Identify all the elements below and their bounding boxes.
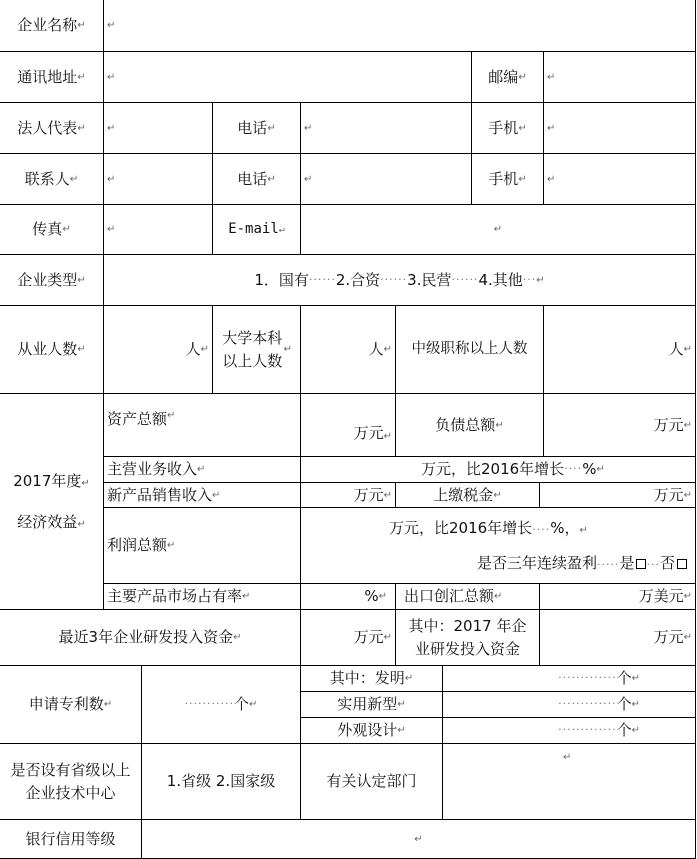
- dot-leader: ···: [646, 558, 660, 571]
- design-label: [300, 717, 443, 744]
- phone-label-text: 电话: [237, 169, 268, 188]
- email-label-text: E-mail: [228, 221, 279, 237]
- benefit-year-text: 2017年度: [13, 472, 82, 490]
- legal-rep-label-text: 法人代表: [17, 118, 78, 137]
- invention-label: [300, 665, 443, 692]
- paragraph-mark: ↵: [518, 71, 527, 83]
- tax-label-text: 上缴税金: [433, 485, 494, 504]
- paragraph-mark: ↵: [167, 410, 176, 421]
- fax-label: [0, 204, 104, 255]
- assets-field[interactable]: [300, 393, 396, 457]
- paragraph-mark: ↵: [200, 344, 209, 355]
- patent-unit: 个: [234, 695, 250, 714]
- yes-checkbox-icon[interactable]: [636, 559, 646, 569]
- company-name-label-text: 企业名称: [17, 16, 78, 35]
- patent-unit: 个: [616, 669, 632, 688]
- paragraph-mark: ↵: [197, 464, 206, 475]
- paragraph-mark: ↵: [631, 699, 640, 710]
- contact-mobile-label: [471, 153, 544, 205]
- bank-credit-label-text: 银行信用等级: [25, 829, 116, 848]
- address-label: [0, 51, 104, 103]
- market-share-field[interactable]: [300, 583, 396, 610]
- paragraph-mark: ↵: [383, 489, 392, 501]
- export-label: [395, 583, 540, 610]
- paragraph-mark: ↵: [107, 20, 116, 31]
- paragraph-mark: ↵: [495, 419, 504, 431]
- no-checkbox-icon[interactable]: [677, 559, 687, 569]
- dot-leader: ·····: [596, 558, 620, 571]
- staff-field[interactable]: [103, 305, 213, 394]
- type-label-text: 企业类型: [17, 270, 78, 289]
- invention-field[interactable]: [442, 665, 696, 692]
- design-label-text: 外观设计: [337, 721, 398, 740]
- no-option[interactable]: 否: [659, 554, 675, 572]
- tax-label: [395, 482, 540, 508]
- dot-leader: ···········: [184, 697, 235, 711]
- legal-mobile-label: [471, 102, 544, 154]
- main-income-label: [103, 456, 301, 483]
- paragraph-mark: ↵: [683, 419, 692, 431]
- dot-leader: ······: [380, 272, 408, 286]
- company-name-field[interactable]: [103, 0, 696, 52]
- dot-leader: ······: [451, 272, 479, 286]
- growth-prefix-text: 万元，比2016年增长: [421, 460, 565, 479]
- paragraph-mark: ↵: [404, 673, 414, 684]
- fax-label-text: 传真: [32, 220, 63, 239]
- paragraph-mark: ↵: [494, 591, 503, 602]
- paragraph-mark: ↵: [77, 71, 86, 83]
- usd-unit: 万美元: [638, 587, 684, 606]
- dot-leader: ······: [308, 272, 336, 286]
- postcode-label: [471, 51, 544, 103]
- invention-label-text: 其中：发明: [329, 669, 405, 688]
- liabilities-label-text: 负债总额: [435, 415, 496, 434]
- paragraph-mark: ↵: [518, 122, 527, 134]
- paragraph-mark: ↵: [233, 632, 242, 643]
- tax-field[interactable]: [539, 482, 696, 508]
- patent-unit: 个: [616, 721, 632, 740]
- paragraph-mark: ↵: [631, 673, 640, 684]
- profit-growth-suffix: %，: [550, 518, 580, 537]
- mid-title-field[interactable]: [543, 305, 696, 394]
- paragraph-mark: ↵: [107, 71, 116, 83]
- wan-yuan-unit: 万元: [653, 415, 684, 434]
- paragraph-mark: ↵: [304, 122, 313, 134]
- type-label: [0, 254, 104, 306]
- fax-field[interactable]: [103, 204, 213, 255]
- paragraph-mark: ↵: [683, 489, 692, 501]
- legal-rep-field[interactable]: [103, 102, 213, 154]
- contact-phone-field[interactable]: [300, 153, 472, 205]
- dept-label: [300, 743, 443, 820]
- staff-label: [0, 305, 104, 394]
- paragraph-mark: ↵: [77, 274, 86, 286]
- rd2017-label-text: 其中：2017 年企业研发投入资金: [408, 617, 527, 658]
- paragraph-mark: ↵: [81, 478, 90, 489]
- contact-phone-label: [212, 153, 301, 205]
- paragraph-mark: ↵: [579, 524, 588, 536]
- patent-total-field[interactable]: [141, 665, 301, 744]
- patent-label: [0, 665, 142, 744]
- rd2017-label: [395, 609, 540, 666]
- assets-label: [103, 393, 301, 457]
- paragraph-mark: ↵: [536, 274, 545, 286]
- dept-label-text: 有关认定部门: [326, 772, 417, 791]
- liabilities-label: [395, 393, 544, 457]
- phone-label-text: 电话: [237, 118, 268, 137]
- paragraph-mark: ↵: [212, 489, 221, 501]
- benefit-econ-text: 经济效益: [17, 512, 78, 531]
- benefit-label: [0, 393, 104, 610]
- address-label-text: 通讯地址: [17, 67, 78, 86]
- paragraph-mark: ↵: [547, 122, 556, 134]
- company-name-label: [0, 0, 104, 52]
- paragraph-mark: ↵: [69, 173, 79, 185]
- paragraph-mark: ↵: [62, 224, 71, 235]
- paragraph-mark: ↵: [493, 224, 503, 235]
- bachelor-label: [212, 305, 301, 394]
- market-share-label-text: 主要产品市场占有率: [107, 587, 243, 606]
- paragraph-mark: ↵: [683, 344, 692, 355]
- mid-title-label-text: 中级职称以上人数: [411, 340, 528, 357]
- profit-field[interactable]: [300, 507, 696, 584]
- patent-unit: 个: [616, 695, 632, 714]
- paragraph-mark: ↵: [107, 173, 116, 185]
- assets-label-text: 资产总额: [107, 410, 168, 428]
- percent-sign: %: [582, 460, 597, 479]
- person-unit: 人: [368, 340, 384, 359]
- paragraph-mark: ↵: [103, 699, 113, 710]
- paragraph-mark: ↵: [304, 173, 313, 185]
- staff-label-text: 从业人数: [17, 340, 78, 359]
- dot-leader: ····: [564, 462, 583, 476]
- type-option-other[interactable]: 4.其他: [478, 270, 523, 289]
- percent-sign: %: [364, 587, 379, 606]
- paragraph-mark: ↵: [493, 489, 502, 501]
- email-field[interactable]: [300, 204, 696, 255]
- paragraph-mark: ↵: [414, 833, 423, 845]
- person-unit: 人: [668, 340, 684, 359]
- paragraph-mark: ↵: [683, 632, 692, 643]
- export-field[interactable]: [539, 583, 696, 610]
- dept-field[interactable]: [442, 743, 696, 820]
- paragraph-mark: ↵: [167, 540, 176, 551]
- paragraph-mark: ↵: [383, 431, 392, 442]
- paragraph-mark: ↵: [383, 344, 392, 355]
- postcode-field[interactable]: [543, 51, 696, 103]
- main-income-field[interactable]: [300, 456, 696, 483]
- paragraph-mark: ↵: [77, 518, 86, 530]
- paragraph-mark: ↵: [107, 224, 116, 235]
- yes-option[interactable]: 是: [619, 554, 635, 572]
- bank-credit-label: [0, 819, 142, 859]
- bachelor-field[interactable]: [300, 305, 396, 394]
- dot-leader: ···: [522, 272, 537, 286]
- email-label: [212, 204, 301, 255]
- paragraph-mark: ↵: [242, 591, 251, 602]
- mobile-label-text: 手机: [488, 118, 519, 137]
- design-field[interactable]: [442, 717, 696, 744]
- contact-field[interactable]: [103, 153, 213, 205]
- paragraph-mark: ↵: [278, 224, 285, 235]
- paragraph-mark: ↵: [397, 699, 406, 710]
- utility-field[interactable]: [442, 691, 696, 718]
- bachelor-label-text: 大学本科以上人数: [222, 329, 283, 370]
- dot-leader: ·············: [558, 671, 617, 685]
- type-option-private[interactable]: 3.民营: [407, 270, 452, 289]
- legal-phone-field[interactable]: [300, 102, 472, 154]
- export-label-text: 出口创汇总额: [404, 587, 495, 606]
- paragraph-mark: ↵: [77, 20, 86, 31]
- contact-label-text: 联系人: [24, 169, 70, 188]
- paragraph-mark: ↵: [518, 173, 527, 185]
- bank-credit-field[interactable]: [141, 819, 696, 859]
- paragraph-mark: ↵: [77, 122, 86, 134]
- type-option-joint[interactable]: 2.合资: [335, 270, 381, 289]
- wan-yuan-unit: 万元: [353, 423, 384, 442]
- new-product-field[interactable]: [300, 482, 396, 508]
- paragraph-mark: ↵: [267, 122, 276, 134]
- tech-center-options[interactable]: [141, 743, 301, 820]
- paragraph-mark: ↵: [383, 632, 392, 643]
- legal-mobile-field[interactable]: [543, 102, 696, 154]
- paragraph-mark: ↵: [249, 699, 258, 710]
- liabilities-field[interactable]: [543, 393, 696, 457]
- legal-rep-label: [0, 102, 104, 154]
- dot-leader: ····: [532, 522, 551, 536]
- paragraph-mark: ↵: [378, 591, 387, 602]
- contact-mobile-field[interactable]: [543, 153, 696, 205]
- tech-center-options-text[interactable]: 1.省级 2.国家级: [166, 772, 276, 791]
- rd-label-text: 最近3年企业研发投入资金: [58, 628, 234, 647]
- market-share-label: [103, 583, 301, 610]
- tech-center-label: [0, 743, 142, 820]
- utility-label: [300, 691, 443, 718]
- address-field[interactable]: [103, 51, 472, 103]
- main-income-label-text: 主营业务收入: [107, 460, 198, 479]
- type-options[interactable]: [103, 254, 696, 306]
- three-year-profit-text: 是否三年连续盈利: [476, 554, 597, 572]
- paragraph-mark: ↵: [283, 344, 292, 355]
- utility-label-text: 实用新型: [337, 695, 398, 714]
- rd-field[interactable]: [300, 609, 396, 666]
- paragraph-mark: ↵: [397, 725, 406, 736]
- person-unit: 人: [185, 340, 201, 359]
- wan-yuan-unit: 万元: [353, 628, 384, 647]
- rd2017-field[interactable]: [539, 609, 696, 666]
- profit-label: [103, 507, 301, 584]
- paragraph-mark: ↵: [683, 591, 692, 602]
- paragraph-mark: ↵: [596, 464, 605, 475]
- profit-label-text: 利润总额: [107, 536, 168, 555]
- paragraph-mark: ↵: [563, 752, 572, 763]
- new-product-label: [103, 482, 301, 508]
- tech-center-label-text: 是否设有省级以上企业技术中心: [10, 761, 131, 802]
- postcode-label-text: 邮编: [488, 67, 519, 86]
- mobile-label-text: 手机: [488, 169, 519, 188]
- legal-phone-label: [212, 102, 301, 154]
- wan-yuan-unit: 万元: [653, 628, 684, 647]
- dot-leader: ·············: [558, 723, 617, 737]
- patent-label-text: 申请专利数: [28, 695, 104, 714]
- paragraph-mark: ↵: [547, 173, 556, 185]
- new-product-label-text: 新产品销售收入: [107, 485, 213, 504]
- rd-label: [0, 609, 301, 666]
- paragraph-mark: ↵: [107, 122, 116, 134]
- dot-leader: ·············: [558, 697, 617, 711]
- profit-growth-text: 万元，比2016年增长: [389, 518, 533, 537]
- paragraph-mark: ↵: [547, 71, 556, 83]
- type-option-state[interactable]: 1．国有: [254, 270, 309, 289]
- paragraph-mark: ↵: [77, 344, 86, 355]
- paragraph-mark: ↵: [631, 725, 640, 736]
- contact-label: [0, 153, 104, 205]
- paragraph-mark: ↵: [267, 173, 276, 185]
- wan-yuan-unit: 万元: [353, 485, 384, 504]
- wan-yuan-unit: 万元: [653, 485, 684, 504]
- mid-title-label: [395, 305, 544, 394]
